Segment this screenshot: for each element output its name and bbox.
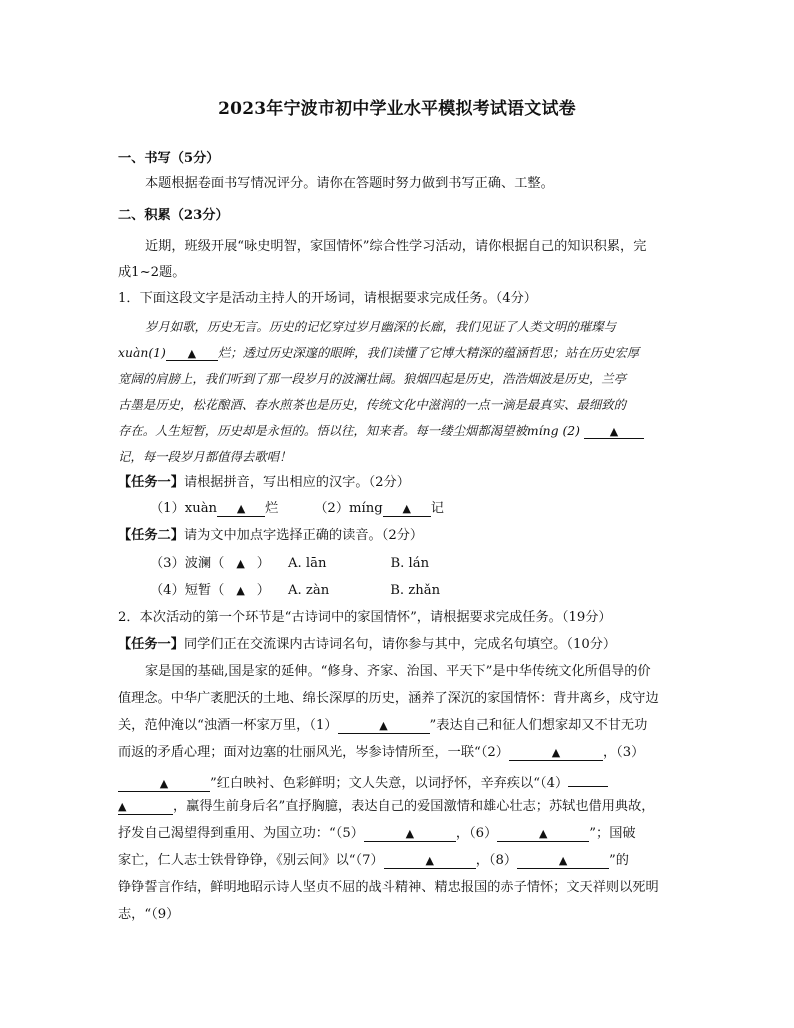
section-2-intro-line1: 近期，班级开展“咏史明智，家国情怀”综合性学习活动，请你根据自己的知识积累，完	[145, 239, 647, 254]
poem-blank-3[interactable]: ▲	[118, 776, 210, 792]
section-2-heading: 二、积累（23分）	[118, 208, 229, 223]
poem-blank-5[interactable]: ▲	[364, 826, 456, 842]
poem-blank-7[interactable]: ▲	[384, 853, 476, 869]
q2-passage-line-3: 关，范仲淹以“浊酒一杯家万里，（1） ▲ ”表达自己和征人们想家却又不甘无功	[118, 718, 648, 733]
poem-blank-6[interactable]: ▲	[497, 826, 589, 842]
poem-blank-4-part1[interactable]	[568, 771, 608, 787]
q2-passage-line-6: ▲ ，赢得生前身后名”直抒胸臆，表达自己的爱国激情和雄心壮志；苏轼也借用典故，	[118, 799, 655, 814]
answer-choice-3[interactable]: ▲	[236, 557, 245, 570]
passage-line-1: 岁月如歌，历史无言。历史的记忆穿过岁月幽深的长廊，我们见证了人类文明的璀璨与	[145, 319, 616, 334]
passage-line-5: 存在。人生短暂，历史却是永恒的。悟以往，知来者。每一缕尘烟都渴望被míng (2) ▲	[118, 422, 678, 440]
section-1-heading: 一、书写（5分）	[118, 151, 220, 166]
blank-xuan[interactable]: ▲	[166, 345, 218, 361]
section-1-text: 本题根据卷面书写情况评分。请你在答题时努力做到书写正确、工整。	[145, 176, 554, 191]
question-1-stem: 1．下面这段文字是活动主持人的开场词，请根据要求完成任务。（4分）	[118, 291, 537, 306]
q2-passage-line-7: 抒发自己渴望得到重用、为国立功：“（5） ▲ ，（6） ▲ ”；国破	[118, 826, 636, 841]
q2-passage-line-2: 值理念。中华广袤肥沃的土地、绵长深厚的历史，涵养了深沉的家国情怀：背井离乡，戍守边	[118, 691, 659, 706]
q2-passage-line-8: 家亡，仁人志士铁骨铮铮，《别云间》以“（7） ▲ ，（8） ▲ ”的	[118, 853, 629, 868]
q1-task-2: 【任务二】请为文中加点字选择正确的读音。（2分）	[118, 528, 424, 543]
passage-line-4: 古墨是历史，松花酿酒、春水煎茶也是历史，传统文化中滋润的一点一滴是最真实、最细致的	[118, 397, 627, 412]
q2-passage-line-5: ▲ ”红白映衬、色彩鲜明；文人失意，以词抒怀，辛弃疾以“（4）	[118, 771, 678, 793]
section-2-intro-line2: 成1~2题。	[118, 265, 186, 280]
q1-task-1: 【任务一】请根据拼音，写出相应的汉字。（2分）	[118, 475, 410, 490]
question-2-stem: 2．本次活动的第一个环节是“古诗词中的家国情怀”，请根据要求完成任务。（19分）	[118, 610, 612, 625]
poem-blank-4-part2[interactable]: ▲	[118, 799, 173, 815]
poem-blank-2[interactable]: ▲	[509, 745, 603, 761]
poem-blank-8[interactable]: ▲	[517, 853, 609, 869]
poem-blank-1[interactable]: ▲	[338, 718, 430, 734]
passage-line-3: 宽阔的肩膀上，我们听到了那一段岁月的波澜壮阔。狼烟四起是历史，浩浩烟波是历史，兰亭	[118, 371, 627, 386]
q2-passage-line-10: 志，“（9）	[118, 907, 180, 922]
blank-ming[interactable]: ▲	[584, 423, 644, 439]
q2-passage-line-9: 铮铮誓言作结，鲜明地昭示诗人坚贞不屈的战斗精神、精忠报国的赤子情怀；文天祥则以死明	[118, 880, 659, 895]
q1-task-2-item-3: （3）波澜（ ▲ ） A. lān B. lán	[150, 556, 430, 571]
page-title: 2023年宁波市初中学业水平模拟考试语文试卷	[218, 99, 576, 119]
q2-task-1: 【任务一】同学们正在交流课内古诗词名句，请你参与其中，完成名句填空。（10分）	[118, 637, 617, 652]
q2-passage-line-4: 而返的矛盾心理；面对边塞的壮丽风光，岑参诗情所至，一联“（2） ▲ ，（3）	[118, 745, 645, 760]
answer-blank-2[interactable]: ▲	[383, 501, 431, 517]
answer-blank-1[interactable]: ▲	[217, 501, 265, 517]
q1-task-2-item-4: （4）短暂（ ▲ ） A. zàn B. zhǎn	[150, 583, 441, 598]
passage-line-6: 记，每一段岁月都值得去歌唱！	[118, 449, 292, 464]
passage-line-2: xuàn(1) ▲ 烂；透过历史深邃的眼眸，我们读懂了它博大精深的蕴涵哲思；站在历史宏厚	[118, 345, 640, 360]
answer-choice-4[interactable]: ▲	[236, 584, 245, 597]
q2-passage-line-1: 家是国的基础,国是家的延伸。“修身、齐家、治国、平天下”是中华传统文化所倡导的价	[145, 664, 651, 679]
q1-task-1-items: （1）xuàn ▲ 烂 （2）míng ▲ 记	[150, 501, 444, 516]
